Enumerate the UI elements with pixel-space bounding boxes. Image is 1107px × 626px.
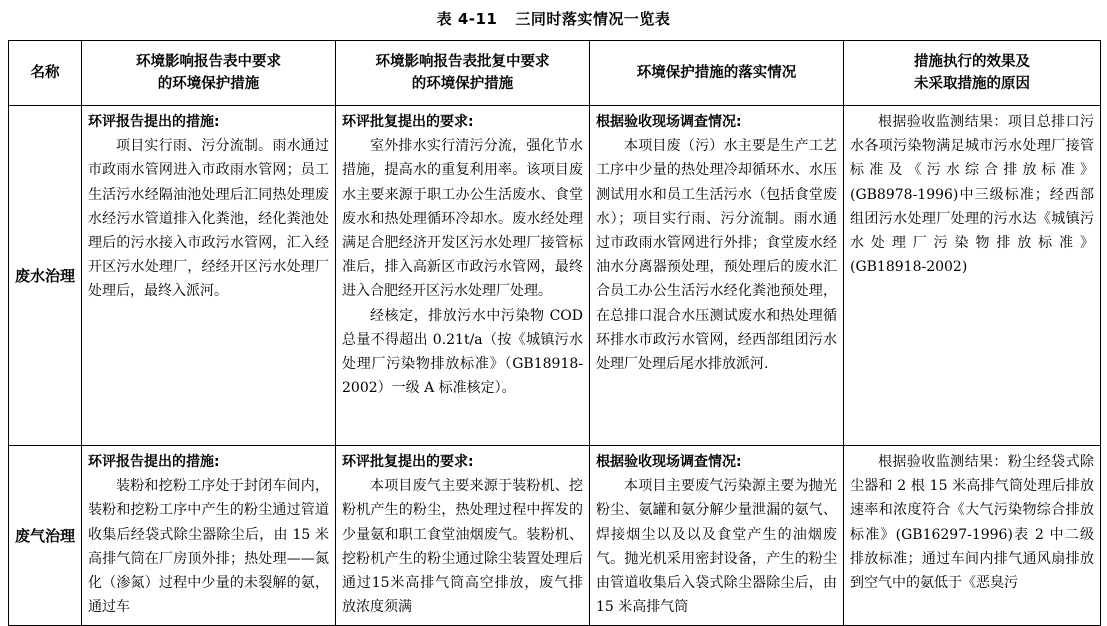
table-row: [9, 446, 1101, 626]
cell-effect-wastewater: 根据验收监测结果：项目总排口污水各项污染物满足城市污水处理厂接管标准及《污水综合排放标准》(GB8978-1996)中三级标准；经西部组团污水处理厂处理的污水达《城镇污水处理厂污染物排放标准》(GB18918-2002): [844, 106, 1101, 446]
cell-effect-exhaust: 根据验收监测结果：粉尘经袋式除尘器和 2 根 15 米高排气筒处理后排放速率和浓度符合《大气污染物综合排放标准》(GB16297-1996)表 2 中二级排放标准；通过车间内排气通风扇排放到空气中的氨低于《恶臭污: [844, 446, 1101, 626]
table-caption: [0, 8, 1107, 29]
three-simultaneity-table: [8, 40, 1101, 626]
cell-approval-exhaust: 环评批复提出的要求: 本项目废气主要来源于装粉机、挖粉机产生的粉尘，热处理过程中挥发的少量氨和职工食堂油烟废气。装粉机、挖粉机产生的粉尘通过除尘装置处理后通过15米高排气筒高空排放，废气排放浓度须满: [336, 446, 590, 626]
cell-report-wastewater: 环评报告提出的措施: 项目实行雨、污分流制。雨水通过市政雨水管网进入市政雨水管网；员工生活污水经隔油池处理后汇同热处理废水经污水管道排入化粪池，经化粪池处理后的污水接入市政污水管网，汇入经开区污水处理厂，经经开区污水处理厂处理后，最终入派河。: [82, 106, 336, 446]
cell-implementation-exhaust: 根据验收现场调查情况: 本项目主要废气污染源主要为抛光粉尘、氨罐和氨分解少量泄漏的氨气、焊接烟尘以及以及食堂产生的油烟废气。抛光机采用密封设备，产生的粉尘由管道收集后入袋式除尘器除尘后，由 15 米高排气筒: [590, 446, 844, 626]
cell-approval-wastewater: 环评批复提出的要求: 室外排水实行清污分流，强化节水措施，提高水的重复利用率。该项目废水主要来源于职工办公生活废水、食堂废水和热处理循环冷却水。废水经处理满足合肥经济开发区污水处理厂接管标准后，排入高新区市政污水管网，最终进入合肥经开区污水处理厂处理。 经核定，排放污水中污染物 COD 总量不得超出 0.21t/a（按《城镇污水处理厂污染物排放标准》（GB18918-2002）一级 A 标准核定）。: [336, 106, 590, 446]
table-row: [9, 106, 1101, 446]
header-row: [9, 41, 1101, 106]
header-effect: 措施执行的效果及 未采取措施的原因: [844, 41, 1101, 106]
cell-report-exhaust: 环评报告提出的措施: 装粉和挖粉工序处于封闭车间内，装粉和挖粉工序中产生的粉尘通过管道收集后经袋式除尘器除尘后，由 15 米高排气筒在厂房顶外排；热处理——氮化（渗氮）过程中少量的未裂解的氨，通过车: [82, 446, 336, 626]
header-name: 名称: [9, 41, 82, 106]
header-eia-report: 环境影响报告表中要求 的环境保护措施: [82, 41, 336, 106]
table-title: 三同时落实情况一览表: [515, 10, 671, 28]
row-name-wastewater: 废水治理: [9, 106, 82, 446]
table-number: 表 4-11: [436, 10, 498, 28]
cell-implementation-wastewater: 根据验收现场调查情况: 本项目废（污）水主要是生产工艺工序中少量的热处理冷却循环水、水压测试用水和员工生活污水（包括食堂废水）；项目实行雨、污分流制。雨水通过市政雨水管网进行外排；食堂废水经油水分离器预处理，预处理后的废水汇合员工办公生活污水经化粪池预处理，在总排口混合水压测试废水和热处理循环排水市政污水管网，经西部组团污水处理厂处理后尾水排放派河.: [590, 106, 844, 446]
header-implementation: 环境保护措施的落实情况: [590, 41, 844, 106]
row-name-exhaust: 废气治理: [9, 446, 82, 626]
header-eia-approval: 环境影响报告表批复中要求 的环境保护措施: [336, 41, 590, 106]
